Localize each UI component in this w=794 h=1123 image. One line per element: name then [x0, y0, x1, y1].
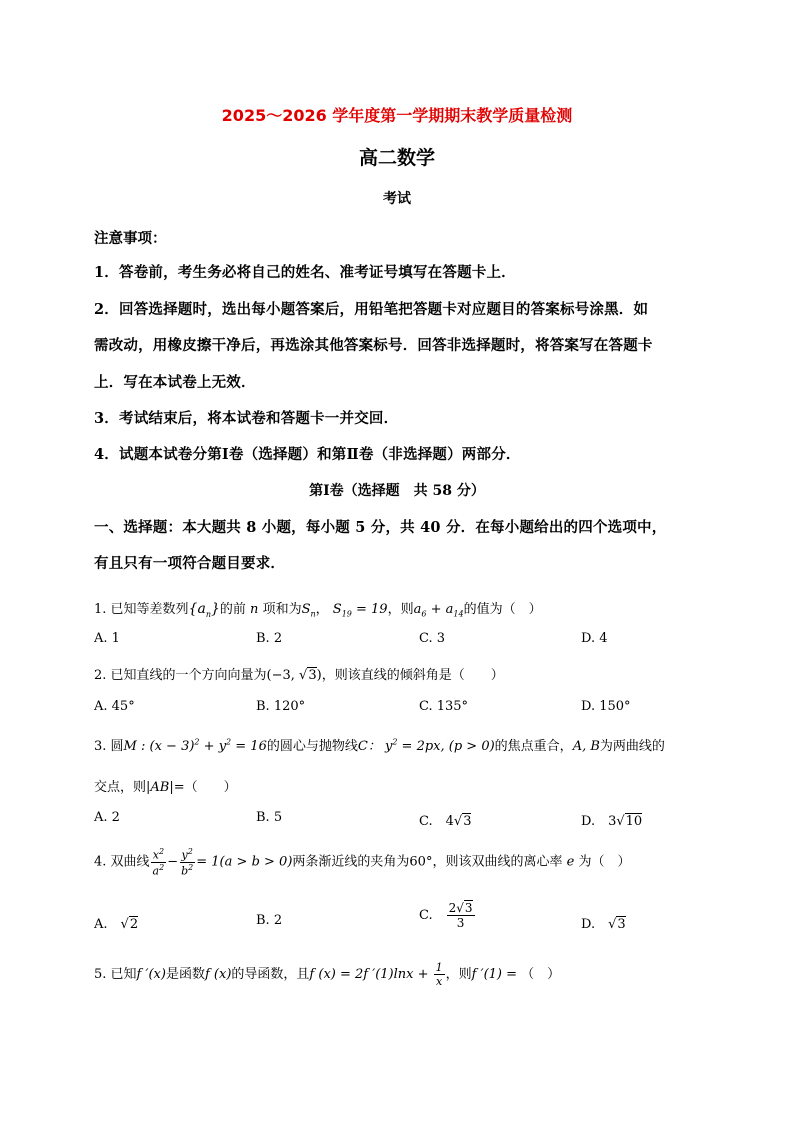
notice-heading: 注意事项： — [94, 230, 167, 247]
notice-item-3: 3．考试结束后，将本试卷和答题卡一并交回． — [94, 410, 399, 427]
exam-title: 2025～2026 学年度第一学期期末教学质量检测 — [221, 106, 573, 125]
question-5: 5. 已知f ′(x)是函数f (x)的导函数，且f (x) = 2f ′(1)lnx + $\frac{1}{x}$ ，则f ′(1) = （ ） — [94, 961, 561, 988]
question-3-line-1: 3. 圆M : $(x - 3)^2 + y^2 = 16$的圆心与抛物线C： $y^2 = 2px$, (p > 0)的焦点重合，A, B为两曲线的 — [94, 737, 665, 754]
question-1: 1. 已知等差数列$\{a_n\}$的前 n 项和为$S_n$， $S_{19} = 19$，则$a_6 + a_{14}$的值为（ ） — [94, 601, 542, 619]
notice-item-1: 1．答卷前，考生务必将自己的姓名、准考证号填写在答题卡上． — [94, 264, 516, 281]
notice-item-2-line-3: 上．写在本试卷上无效． — [94, 374, 256, 391]
q2-option-d: D. 150° — [581, 699, 631, 714]
q3-option-d: D. 3√10 — [581, 814, 643, 829]
q4-option-c: C. $\frac{2√3}{3}$ — [419, 901, 473, 930]
question-3-line-2: 交点，则|AB|=（ ） — [94, 780, 237, 795]
q4-option-a: A. √2 — [94, 917, 139, 932]
q1-option-b: B. 2 — [256, 631, 283, 646]
section-heading-line-2: 有且只有一项符合题目要求． — [94, 555, 286, 572]
q2-option-b: B. 120° — [256, 699, 306, 714]
q4-option-b: B. 2 — [256, 913, 283, 928]
question-2: 2. 已知直线的一个方向向量为(−3, √3)，则该直线的倾斜角是（ ） — [94, 668, 504, 683]
subject-title: 高二数学 — [358, 147, 435, 169]
q1-option-a: A. 1 — [94, 631, 120, 646]
exam-label: 考试 — [383, 191, 411, 207]
q3-option-a: A. 2 — [94, 810, 120, 825]
part1-title: 第Ⅰ卷（选择题 共 58 分） — [309, 483, 485, 499]
q3-option-c: C. 4√3 — [419, 814, 472, 829]
q2-option-a: A. 45° — [94, 699, 135, 714]
question-4: 4. 双曲线 $\frac{x^2}{a^2}$ − $\frac{y^2}{b^2}$ = 1(a > b > 0)两条渐近线的夹角为60°，则该双曲线的离心率 e 为（ ） — [94, 847, 631, 878]
q1-option-c: C. 3 — [419, 631, 446, 646]
q1-option-d: D. 4 — [581, 631, 608, 646]
notice-item-4: 4．试题本试卷分第Ⅰ卷（选择题）和第Ⅱ卷（非选择题）两部分． — [94, 446, 521, 463]
q4-option-d: D. √3 — [581, 917, 626, 932]
q3-option-b: B. 5 — [256, 810, 283, 825]
section-heading-line-1: 一、选择题：本大题共 8 小题，每小题 5 分，共 40 分．在每小题给出的四个选项中， — [94, 519, 667, 536]
q2-option-c: C. 135° — [419, 699, 469, 714]
notice-item-2-line-2: 需改动，用橡皮擦干净后，再选涂其他答案标号．回答非选择题时，将答案写在答题卡 — [94, 337, 653, 354]
notice-item-2-line-1: 2．回答选择题时，选出每小题答案后，用铅笔把答题卡对应题目的答案标号涂黑．如 — [94, 301, 649, 318]
